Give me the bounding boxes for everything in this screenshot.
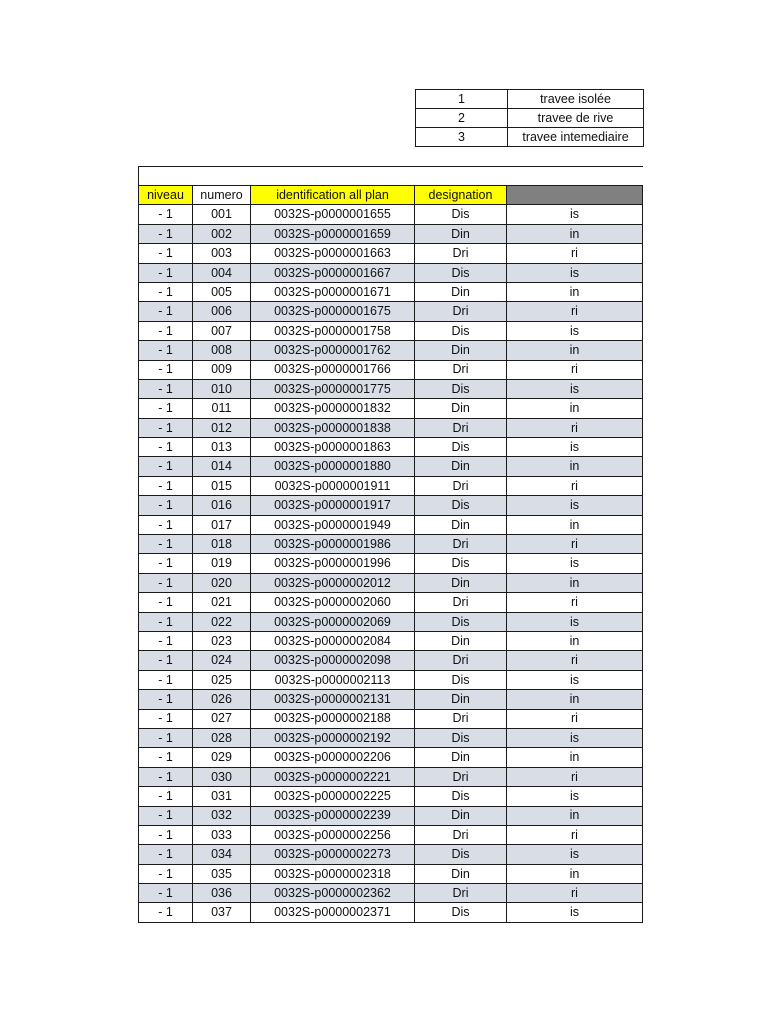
cell-numero: 023 (193, 631, 251, 650)
cell-identification: 0032S-p0000002060 (251, 593, 415, 612)
cell-niveau: - 1 (139, 418, 193, 437)
table-row (139, 438, 643, 457)
cell-niveau: - 1 (139, 651, 193, 670)
table-row (139, 806, 643, 825)
cell-identification: 0032S-p0000001880 (251, 457, 415, 476)
cell-numero: 013 (193, 438, 251, 457)
cell-extra: ri (507, 360, 643, 379)
cell-designation: Din (415, 515, 507, 534)
cell-designation: Dis (415, 321, 507, 340)
header-designation: designation (415, 186, 507, 205)
cell-extra: is (507, 670, 643, 689)
cell-numero: 004 (193, 263, 251, 282)
cell-designation: Dis (415, 670, 507, 689)
cell-designation: Dis (415, 787, 507, 806)
cell-designation: Dis (415, 612, 507, 631)
table-row (139, 282, 643, 301)
cell-numero: 018 (193, 535, 251, 554)
cell-identification: 0032S-p0000002131 (251, 690, 415, 709)
cell-numero: 033 (193, 825, 251, 844)
cell-designation: Dis (415, 728, 507, 747)
cell-designation: Din (415, 806, 507, 825)
legend-label: travee de rive (508, 109, 644, 128)
cell-numero: 010 (193, 379, 251, 398)
cell-identification: 0032S-p0000001838 (251, 418, 415, 437)
table-row (139, 244, 643, 263)
cell-niveau: - 1 (139, 302, 193, 321)
cell-niveau: - 1 (139, 321, 193, 340)
cell-designation: Din (415, 282, 507, 301)
cell-niveau: - 1 (139, 845, 193, 864)
cell-extra: in (507, 399, 643, 418)
header-extra (507, 186, 643, 205)
cell-designation: Dri (415, 535, 507, 554)
table-row (139, 302, 643, 321)
table-row (139, 787, 643, 806)
cell-identification: 0032S-p0000002206 (251, 748, 415, 767)
table-row (139, 670, 643, 689)
cell-designation: Dri (415, 360, 507, 379)
cell-extra: ri (507, 651, 643, 670)
cell-identification: 0032S-p0000002012 (251, 573, 415, 592)
cell-niveau: - 1 (139, 205, 193, 224)
cell-extra: in (507, 690, 643, 709)
header-niveau: niveau (139, 186, 193, 205)
legend-row (416, 128, 644, 147)
table-row (139, 845, 643, 864)
cell-designation: Din (415, 690, 507, 709)
cell-identification: 0032S-p0000002273 (251, 845, 415, 864)
cell-designation: Dri (415, 418, 507, 437)
blank-row (139, 167, 643, 186)
table-row (139, 341, 643, 360)
cell-numero: 030 (193, 767, 251, 786)
cell-extra: in (507, 224, 643, 243)
cell-niveau: - 1 (139, 476, 193, 495)
table-row (139, 535, 643, 554)
cell-identification: 0032S-p0000002371 (251, 903, 415, 922)
cell-niveau: - 1 (139, 670, 193, 689)
cell-designation: Din (415, 457, 507, 476)
cell-identification: 0032S-p0000001762 (251, 341, 415, 360)
cell-numero: 022 (193, 612, 251, 631)
cell-numero: 035 (193, 864, 251, 883)
cell-identification: 0032S-p0000002098 (251, 651, 415, 670)
cell-identification: 0032S-p0000002113 (251, 670, 415, 689)
cell-numero: 012 (193, 418, 251, 437)
cell-numero: 019 (193, 554, 251, 573)
cell-numero: 015 (193, 476, 251, 495)
cell-niveau: - 1 (139, 864, 193, 883)
table-row (139, 884, 643, 903)
table-row (139, 767, 643, 786)
table-row (139, 612, 643, 631)
cell-identification: 0032S-p0000001675 (251, 302, 415, 321)
cell-niveau: - 1 (139, 709, 193, 728)
table-row (139, 864, 643, 883)
cell-numero: 029 (193, 748, 251, 767)
header-numero: numero (193, 186, 251, 205)
cell-extra: is (507, 554, 643, 573)
cell-designation: Dri (415, 825, 507, 844)
cell-extra: is (507, 438, 643, 457)
cell-extra: ri (507, 825, 643, 844)
cell-identification: 0032S-p0000001775 (251, 379, 415, 398)
cell-designation: Dis (415, 903, 507, 922)
cell-numero: 037 (193, 903, 251, 922)
cell-extra: is (507, 845, 643, 864)
table-row (139, 496, 643, 515)
table-row (139, 399, 643, 418)
cell-niveau: - 1 (139, 728, 193, 747)
cell-niveau: - 1 (139, 282, 193, 301)
cell-numero: 020 (193, 573, 251, 592)
cell-designation: Dri (415, 767, 507, 786)
cell-numero: 011 (193, 399, 251, 418)
cell-identification: 0032S-p0000001766 (251, 360, 415, 379)
cell-designation: Dri (415, 476, 507, 495)
cell-identification: 0032S-p0000002221 (251, 767, 415, 786)
cell-extra: in (507, 282, 643, 301)
cell-niveau: - 1 (139, 903, 193, 922)
table-row (139, 457, 643, 476)
table-row (139, 690, 643, 709)
cell-identification: 0032S-p0000001986 (251, 535, 415, 554)
cell-extra: ri (507, 709, 643, 728)
cell-niveau: - 1 (139, 767, 193, 786)
cell-niveau: - 1 (139, 457, 193, 476)
legend-row (416, 109, 644, 128)
cell-extra: in (507, 864, 643, 883)
cell-identification: 0032S-p0000001832 (251, 399, 415, 418)
table-row (139, 379, 643, 398)
cell-identification: 0032S-p0000001996 (251, 554, 415, 573)
cell-designation: Din (415, 748, 507, 767)
cell-numero: 005 (193, 282, 251, 301)
data-table (138, 166, 643, 923)
cell-extra: in (507, 631, 643, 650)
cell-niveau: - 1 (139, 612, 193, 631)
cell-designation: Din (415, 573, 507, 592)
cell-extra: is (507, 728, 643, 747)
cell-numero: 025 (193, 670, 251, 689)
cell-designation: Dis (415, 438, 507, 457)
cell-extra: ri (507, 767, 643, 786)
data-table-body (139, 167, 643, 923)
cell-niveau: - 1 (139, 535, 193, 554)
cell-designation: Din (415, 631, 507, 650)
cell-niveau: - 1 (139, 554, 193, 573)
legend-code: 2 (416, 109, 508, 128)
cell-extra: in (507, 573, 643, 592)
cell-extra: ri (507, 884, 643, 903)
cell-niveau: - 1 (139, 360, 193, 379)
cell-designation: Din (415, 341, 507, 360)
cell-designation: Dis (415, 205, 507, 224)
cell-numero: 036 (193, 884, 251, 903)
cell-niveau: - 1 (139, 496, 193, 515)
cell-numero: 007 (193, 321, 251, 340)
cell-extra: in (507, 457, 643, 476)
cell-niveau: - 1 (139, 825, 193, 844)
cell-extra: is (507, 205, 643, 224)
cell-extra: is (507, 903, 643, 922)
cell-identification: 0032S-p0000001911 (251, 476, 415, 495)
cell-identification: 0032S-p0000002192 (251, 728, 415, 747)
cell-niveau: - 1 (139, 806, 193, 825)
cell-niveau: - 1 (139, 438, 193, 457)
cell-numero: 008 (193, 341, 251, 360)
cell-extra: ri (507, 244, 643, 263)
cell-identification: 0032S-p0000002318 (251, 864, 415, 883)
table-row (139, 205, 643, 224)
header-identification: identification all plan (251, 186, 415, 205)
cell-niveau: - 1 (139, 593, 193, 612)
table-row (139, 903, 643, 922)
cell-designation: Dri (415, 884, 507, 903)
cell-niveau: - 1 (139, 515, 193, 534)
legend-row (416, 90, 644, 109)
cell-numero: 034 (193, 845, 251, 864)
cell-identification: 0032S-p0000001949 (251, 515, 415, 534)
cell-niveau: - 1 (139, 399, 193, 418)
cell-niveau: - 1 (139, 787, 193, 806)
cell-designation: Dri (415, 244, 507, 263)
cell-extra: in (507, 341, 643, 360)
cell-extra: is (507, 379, 643, 398)
cell-niveau: - 1 (139, 884, 193, 903)
table-row (139, 263, 643, 282)
legend-code: 1 (416, 90, 508, 109)
table-row (139, 360, 643, 379)
table-row (139, 418, 643, 437)
cell-designation: Dri (415, 709, 507, 728)
cell-niveau: - 1 (139, 748, 193, 767)
cell-identification: 0032S-p0000002239 (251, 806, 415, 825)
cell-extra: ri (507, 476, 643, 495)
cell-numero: 002 (193, 224, 251, 243)
legend-body (416, 90, 644, 147)
cell-niveau: - 1 (139, 379, 193, 398)
cell-designation: Dri (415, 651, 507, 670)
cell-identification: 0032S-p0000001663 (251, 244, 415, 263)
cell-designation: Din (415, 864, 507, 883)
cell-numero: 006 (193, 302, 251, 321)
cell-niveau: - 1 (139, 244, 193, 263)
cell-extra: in (507, 806, 643, 825)
blank-cell (139, 167, 643, 186)
table-row (139, 573, 643, 592)
cell-designation: Dri (415, 593, 507, 612)
cell-niveau: - 1 (139, 690, 193, 709)
table-row (139, 593, 643, 612)
table-row (139, 651, 643, 670)
cell-identification: 0032S-p0000002188 (251, 709, 415, 728)
legend-label: travee isolée (508, 90, 644, 109)
cell-numero: 024 (193, 651, 251, 670)
cell-extra: is (507, 787, 643, 806)
legend-table (415, 89, 644, 147)
cell-extra: is (507, 496, 643, 515)
cell-designation: Din (415, 224, 507, 243)
cell-niveau: - 1 (139, 631, 193, 650)
cell-identification: 0032S-p0000001671 (251, 282, 415, 301)
cell-extra: ri (507, 593, 643, 612)
cell-extra: is (507, 612, 643, 631)
cell-identification: 0032S-p0000001863 (251, 438, 415, 457)
cell-identification: 0032S-p0000001655 (251, 205, 415, 224)
cell-numero: 031 (193, 787, 251, 806)
table-row (139, 825, 643, 844)
cell-numero: 014 (193, 457, 251, 476)
cell-designation: Dis (415, 845, 507, 864)
cell-identification: 0032S-p0000002225 (251, 787, 415, 806)
cell-identification: 0032S-p0000001659 (251, 224, 415, 243)
cell-numero: 017 (193, 515, 251, 534)
cell-extra: in (507, 748, 643, 767)
legend-label: travee intemediaire (508, 128, 644, 147)
cell-identification: 0032S-p0000001758 (251, 321, 415, 340)
cell-identification: 0032S-p0000002256 (251, 825, 415, 844)
cell-numero: 001 (193, 205, 251, 224)
cell-designation: Dis (415, 496, 507, 515)
cell-designation: Dis (415, 263, 507, 282)
cell-extra: in (507, 515, 643, 534)
cell-designation: Dri (415, 302, 507, 321)
legend-code: 3 (416, 128, 508, 147)
cell-numero: 021 (193, 593, 251, 612)
cell-designation: Din (415, 399, 507, 418)
table-row (139, 631, 643, 650)
cell-extra: is (507, 263, 643, 282)
table-row (139, 728, 643, 747)
table-row (139, 321, 643, 340)
cell-extra: ri (507, 418, 643, 437)
table-row (139, 515, 643, 534)
table-row (139, 709, 643, 728)
cell-identification: 0032S-p0000002069 (251, 612, 415, 631)
cell-niveau: - 1 (139, 224, 193, 243)
cell-extra: ri (507, 302, 643, 321)
cell-identification: 0032S-p0000001917 (251, 496, 415, 515)
cell-identification: 0032S-p0000002362 (251, 884, 415, 903)
cell-numero: 032 (193, 806, 251, 825)
cell-identification: 0032S-p0000001667 (251, 263, 415, 282)
cell-numero: 028 (193, 728, 251, 747)
cell-numero: 026 (193, 690, 251, 709)
table-row (139, 554, 643, 573)
table-row (139, 476, 643, 495)
cell-extra: ri (507, 535, 643, 554)
cell-identification: 0032S-p0000002084 (251, 631, 415, 650)
cell-niveau: - 1 (139, 263, 193, 282)
cell-designation: Dis (415, 379, 507, 398)
cell-extra: is (507, 321, 643, 340)
table-row (139, 748, 643, 767)
cell-numero: 003 (193, 244, 251, 263)
cell-numero: 016 (193, 496, 251, 515)
cell-designation: Dis (415, 554, 507, 573)
cell-niveau: - 1 (139, 573, 193, 592)
cell-niveau: - 1 (139, 341, 193, 360)
cell-numero: 009 (193, 360, 251, 379)
table-row (139, 224, 643, 243)
cell-numero: 027 (193, 709, 251, 728)
header-row (139, 186, 643, 205)
